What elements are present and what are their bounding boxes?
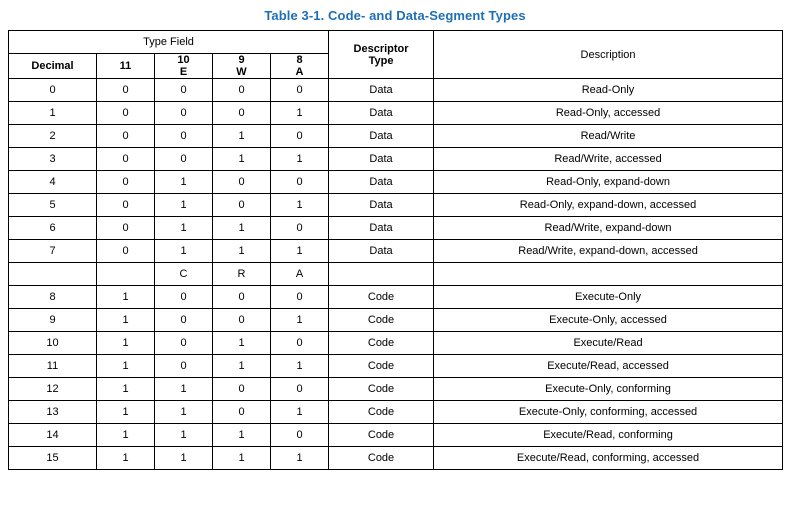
cell-bit8: 1 <box>271 447 329 470</box>
cell-bit11: 0 <box>97 79 155 102</box>
cell-bit11 <box>97 263 155 286</box>
cell-description: Read-Only, accessed <box>434 102 783 125</box>
cell-bit9: 0 <box>213 79 271 102</box>
cell-bit9: 1 <box>213 355 271 378</box>
cell-decimal: 3 <box>9 148 97 171</box>
cell-bit9: 0 <box>213 171 271 194</box>
cell-description: Execute/Read, accessed <box>434 355 783 378</box>
header-col-bit10-line2: E <box>179 66 188 78</box>
cell-descriptor-type: Code <box>329 447 434 470</box>
cell-bit9: 0 <box>213 401 271 424</box>
table-row <box>9 148 783 171</box>
table-row <box>9 332 783 355</box>
cell-decimal: 7 <box>9 240 97 263</box>
table-row <box>9 401 783 424</box>
cell-bit8: 1 <box>271 401 329 424</box>
cell-bit8: 0 <box>271 332 329 355</box>
cell-description: Read-Only, expand-down <box>434 171 783 194</box>
table-row <box>9 355 783 378</box>
cell-bit11: 0 <box>97 171 155 194</box>
cell-bit9: 0 <box>213 194 271 217</box>
cell-descriptor-type: Data <box>329 102 434 125</box>
cell-bit9: 1 <box>213 125 271 148</box>
cell-bit8: 0 <box>271 171 329 194</box>
cell-decimal: 13 <box>9 401 97 424</box>
cell-description: Read/Write, accessed <box>434 148 783 171</box>
cell-descriptor-type: Data <box>329 125 434 148</box>
cell-decimal: 10 <box>9 332 97 355</box>
cell-description: Execute-Only, conforming, accessed <box>434 401 783 424</box>
cell-bit10: 1 <box>155 217 213 240</box>
header-col-bit10-line1: 10 <box>177 54 190 66</box>
cell-bit11: 1 <box>97 447 155 470</box>
cell-descriptor-type: Code <box>329 401 434 424</box>
cell-description: Read/Write, expand-down, accessed <box>434 240 783 263</box>
cell-bit11: 0 <box>97 194 155 217</box>
cell-descriptor-type: Code <box>329 424 434 447</box>
cell-bit9: 1 <box>213 447 271 470</box>
table-row <box>9 378 783 401</box>
cell-decimal: 4 <box>9 171 97 194</box>
cell-bit8: 1 <box>271 309 329 332</box>
header-col-bit8 <box>271 54 329 79</box>
cell-decimal: 5 <box>9 194 97 217</box>
cell-bit8: 1 <box>271 194 329 217</box>
header-description: Description <box>434 31 783 79</box>
header-descriptor-type-line1: Descriptor <box>353 42 409 55</box>
table-title: Table 3-1. Code- and Data-Segment Types <box>264 8 526 23</box>
header-col-bit11-line1: 11 <box>119 60 132 72</box>
cell-bit11: 1 <box>97 286 155 309</box>
cell-bit9: 0 <box>213 286 271 309</box>
cell-decimal: 1 <box>9 102 97 125</box>
cell-bit10: 0 <box>155 332 213 355</box>
cell-decimal: 6 <box>9 217 97 240</box>
cell-bit8: 0 <box>271 125 329 148</box>
cell-bit10: 1 <box>155 240 213 263</box>
cell-description: Execute/Read, conforming <box>434 424 783 447</box>
cell-bit10: 1 <box>155 378 213 401</box>
cell-bit11: 0 <box>97 217 155 240</box>
header-col-bit11 <box>97 54 155 79</box>
cell-bit10: 0 <box>155 148 213 171</box>
table-row <box>9 309 783 332</box>
table-row <box>9 240 783 263</box>
cell-bit11: 1 <box>97 378 155 401</box>
cell-decimal <box>9 263 97 286</box>
cell-bit11: 1 <box>97 424 155 447</box>
header-type-field-group: Type Field <box>9 31 329 54</box>
cell-bit10: 0 <box>155 102 213 125</box>
cell-bit8: 1 <box>271 240 329 263</box>
cell-descriptor-type: Code <box>329 286 434 309</box>
cell-decimal: 15 <box>9 447 97 470</box>
table-row <box>9 286 783 309</box>
cell-decimal: 12 <box>9 378 97 401</box>
cell-bit10: 0 <box>155 79 213 102</box>
cell-bit11: 1 <box>97 309 155 332</box>
table-row <box>9 79 783 102</box>
cell-decimal: 14 <box>9 424 97 447</box>
header-col-bit9-line2: W <box>236 66 247 78</box>
cell-descriptor-type <box>329 263 434 286</box>
cell-descriptor-type: Code <box>329 332 434 355</box>
cell-bit9: 0 <box>213 102 271 125</box>
cell-bit11: 0 <box>97 125 155 148</box>
cell-bit8: 1 <box>271 355 329 378</box>
header-col-bit9-line1: 9 <box>238 54 245 66</box>
cell-bit10: 0 <box>155 309 213 332</box>
table-body <box>9 79 783 470</box>
cell-bit10: 1 <box>155 171 213 194</box>
cell-bit8: 0 <box>271 378 329 401</box>
cell-bit10: 0 <box>155 355 213 378</box>
cell-bit9: 0 <box>213 309 271 332</box>
cell-description: Execute/Read <box>434 332 783 355</box>
cell-bit8: 0 <box>271 286 329 309</box>
cell-bit8: 0 <box>271 424 329 447</box>
cell-bit10: 1 <box>155 424 213 447</box>
cell-bit10: 1 <box>155 447 213 470</box>
table-row <box>9 125 783 148</box>
table-row <box>9 102 783 125</box>
cell-bit9: 1 <box>213 332 271 355</box>
table-header <box>9 31 783 79</box>
cell-descriptor-type: Data <box>329 240 434 263</box>
header-col-decimal-line1: Decimal <box>31 60 74 72</box>
cell-bit10: 0 <box>155 125 213 148</box>
cell-bit8: 1 <box>271 148 329 171</box>
table-row <box>9 424 783 447</box>
code-data-segment-types-table <box>8 30 783 470</box>
table-row <box>9 194 783 217</box>
header-descriptor-type-line2: Type <box>368 54 394 67</box>
header-col-decimal <box>9 54 97 79</box>
cell-bit8: 0 <box>271 217 329 240</box>
cell-bit8: 1 <box>271 102 329 125</box>
cell-descriptor-type: Data <box>329 171 434 194</box>
cell-description: Read/Write, expand-down <box>434 217 783 240</box>
header-descriptor-type <box>329 31 434 79</box>
cell-decimal: 0 <box>9 79 97 102</box>
table-row-bit-legend <box>9 263 783 286</box>
cell-descriptor-type: Data <box>329 217 434 240</box>
cell-bit10: 1 <box>155 401 213 424</box>
header-col-bit9 <box>213 54 271 79</box>
cell-description: Read/Write <box>434 125 783 148</box>
cell-description: Execute-Only <box>434 286 783 309</box>
cell-bit11: 1 <box>97 401 155 424</box>
header-row-group <box>9 31 783 54</box>
cell-decimal: 8 <box>9 286 97 309</box>
cell-bit10: 0 <box>155 286 213 309</box>
cell-decimal: 9 <box>9 309 97 332</box>
cell-descriptor-type: Data <box>329 79 434 102</box>
cell-descriptor-type: Data <box>329 194 434 217</box>
cell-bit9: 1 <box>213 217 271 240</box>
header-col-bit8-line2: A <box>295 66 304 78</box>
cell-bit11: 0 <box>97 240 155 263</box>
cell-description: Execute-Only, accessed <box>434 309 783 332</box>
cell-description: Read-Only, expand-down, accessed <box>434 194 783 217</box>
table-row <box>9 171 783 194</box>
cell-bit9: 1 <box>213 240 271 263</box>
cell-decimal: 2 <box>9 125 97 148</box>
cell-bit9: 1 <box>213 424 271 447</box>
cell-bit11: 0 <box>97 102 155 125</box>
cell-bit8: 0 <box>271 79 329 102</box>
cell-bit11: 1 <box>97 332 155 355</box>
cell-bit10: 1 <box>155 194 213 217</box>
cell-descriptor-type: Code <box>329 378 434 401</box>
cell-descriptor-type: Code <box>329 309 434 332</box>
cell-bit9: 0 <box>213 378 271 401</box>
cell-bit11: 1 <box>97 355 155 378</box>
cell-descriptor-type: Data <box>329 148 434 171</box>
cell-bit8: A <box>271 263 329 286</box>
table-row <box>9 447 783 470</box>
cell-bit9: R <box>213 263 271 286</box>
cell-descriptor-type: Code <box>329 355 434 378</box>
cell-bit10: C <box>155 263 213 286</box>
header-col-bit8-line1: 8 <box>296 54 303 66</box>
cell-description: Read-Only <box>434 79 783 102</box>
cell-description <box>434 263 783 286</box>
cell-bit11: 0 <box>97 148 155 171</box>
table-row <box>9 217 783 240</box>
cell-description: Execute/Read, conforming, accessed <box>434 447 783 470</box>
cell-decimal: 11 <box>9 355 97 378</box>
cell-description: Execute-Only, conforming <box>434 378 783 401</box>
header-col-bit10 <box>155 54 213 79</box>
cell-bit9: 1 <box>213 148 271 171</box>
